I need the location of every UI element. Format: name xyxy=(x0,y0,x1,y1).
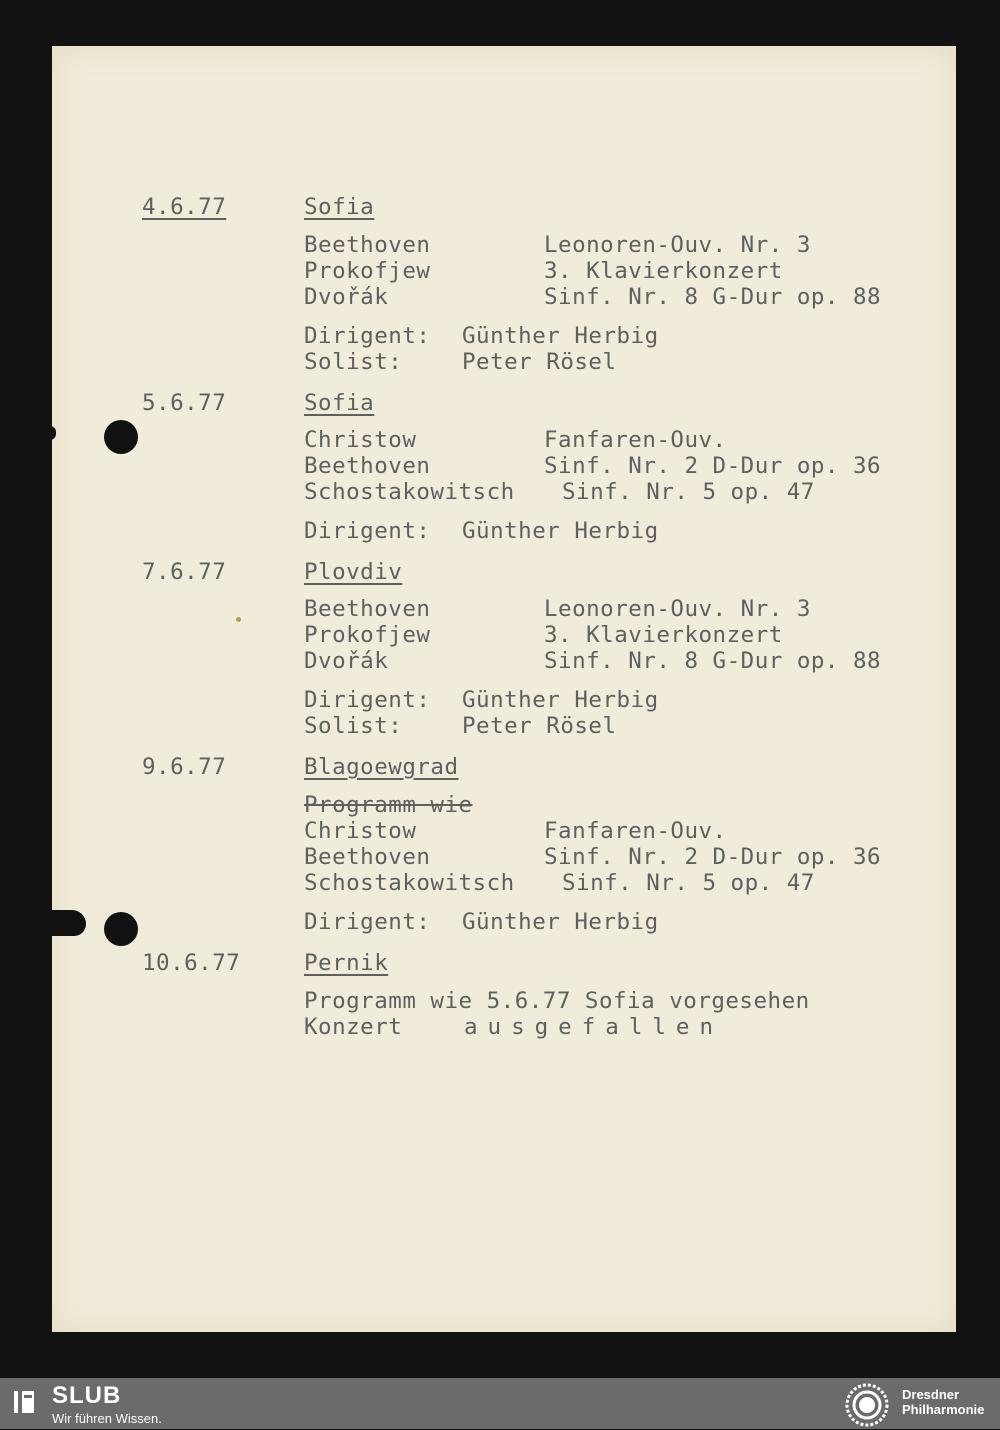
entry-4-struck-line: Programm wie xyxy=(304,792,473,818)
entry-2-composer-3: Schostakowitsch xyxy=(304,479,515,505)
entry-2-date: 5.6.77 xyxy=(142,390,227,416)
entry-4-date: 9.6.77 xyxy=(142,754,227,780)
entry-3-conductor-label: Dirigent: xyxy=(304,687,431,713)
slub-logo-icon xyxy=(12,1385,36,1415)
entry-2-work-3: Sinf. Nr. 5 op. 47 xyxy=(562,479,815,505)
entry-1-city: Sofia xyxy=(304,194,375,220)
entry-5-note-label: Konzert xyxy=(304,1014,403,1040)
entry-4-conductor: Günther Herbig xyxy=(462,909,659,935)
entry-1-composer-3: Dvořák xyxy=(304,284,389,310)
entry-3-composer-1: Beethoven xyxy=(304,596,431,622)
entry-2-composer-1: Christow xyxy=(304,427,417,453)
concert-list xyxy=(52,46,956,1332)
entry-3-work-3: Sinf. Nr. 8 G-Dur op. 88 xyxy=(544,648,882,674)
slub-tagline: Wir führen Wissen. xyxy=(52,1411,162,1426)
entry-1-composer-2: Prokofjew xyxy=(304,258,431,284)
entry-3-composer-3: Dvořák xyxy=(304,648,389,674)
entry-5-note-line-1: Programm wie 5.6.77 Sofia vorgesehen xyxy=(304,988,810,1014)
entry-1-soloist-label: Solist: xyxy=(304,349,403,375)
entry-4-composer-2: Beethoven xyxy=(304,844,431,870)
entry-5-note-value: ausgefallen xyxy=(464,1014,724,1040)
entry-4-conductor-label: Dirigent: xyxy=(304,909,431,935)
entry-1-date: 4.6.77 xyxy=(142,194,227,220)
footer-bar xyxy=(0,1378,1000,1429)
entry-4-work-1: Fanfaren-Ouv. xyxy=(544,818,727,844)
entry-1-soloist: Peter Rösel xyxy=(462,349,617,375)
entry-4-composer-3: Schostakowitsch xyxy=(304,870,515,896)
entry-3-conductor: Günther Herbig xyxy=(462,687,659,713)
entry-1-work-3: Sinf. Nr. 8 G-Dur op. 88 xyxy=(544,284,882,310)
entry-2-city: Sofia xyxy=(304,390,375,416)
document-sheet xyxy=(52,46,956,1332)
slub-name: SLUB xyxy=(52,1382,122,1409)
entry-2-conductor: Günther Herbig xyxy=(462,518,659,544)
entry-1-work-2: 3. Klavierkonzert xyxy=(544,258,783,284)
entry-4-work-2: Sinf. Nr. 2 D-Dur op. 36 xyxy=(544,844,882,870)
entry-3-date: 7.6.77 xyxy=(142,559,227,585)
entry-3-composer-2: Prokofjew xyxy=(304,622,431,648)
entry-3-soloist: Peter Rösel xyxy=(462,713,617,739)
entry-2-conductor-label: Dirigent: xyxy=(304,518,431,544)
entry-4-city: Blagoewgrad xyxy=(304,754,459,780)
dresdner-philharmonie-logo-icon xyxy=(842,1380,892,1430)
partner-name-line-2: Philharmonie xyxy=(902,1402,985,1417)
entry-5-city: Pernik xyxy=(304,950,389,976)
entry-4-composer-1: Christow xyxy=(304,818,417,844)
entry-1-composer-1: Beethoven xyxy=(304,232,431,258)
entry-1-work-1: Leonoren-Ouv. Nr. 3 xyxy=(544,232,811,258)
entry-1-conductor-label: Dirigent: xyxy=(304,323,431,349)
entry-3-work-2: 3. Klavierkonzert xyxy=(544,622,783,648)
entry-5-date: 10.6.77 xyxy=(142,950,241,976)
entry-4-work-3: Sinf. Nr. 5 op. 47 xyxy=(562,870,815,896)
partner-name-line-1: Dresdner xyxy=(902,1387,960,1402)
entry-2-work-1: Fanfaren-Ouv. xyxy=(544,427,727,453)
entry-3-city: Plovdiv xyxy=(304,559,403,585)
entry-2-composer-2: Beethoven xyxy=(304,453,431,479)
entry-3-soloist-label: Solist: xyxy=(304,713,403,739)
entry-3-work-1: Leonoren-Ouv. Nr. 3 xyxy=(544,596,811,622)
entry-1-conductor: Günther Herbig xyxy=(462,323,659,349)
entry-2-work-2: Sinf. Nr. 2 D-Dur op. 36 xyxy=(544,453,882,479)
